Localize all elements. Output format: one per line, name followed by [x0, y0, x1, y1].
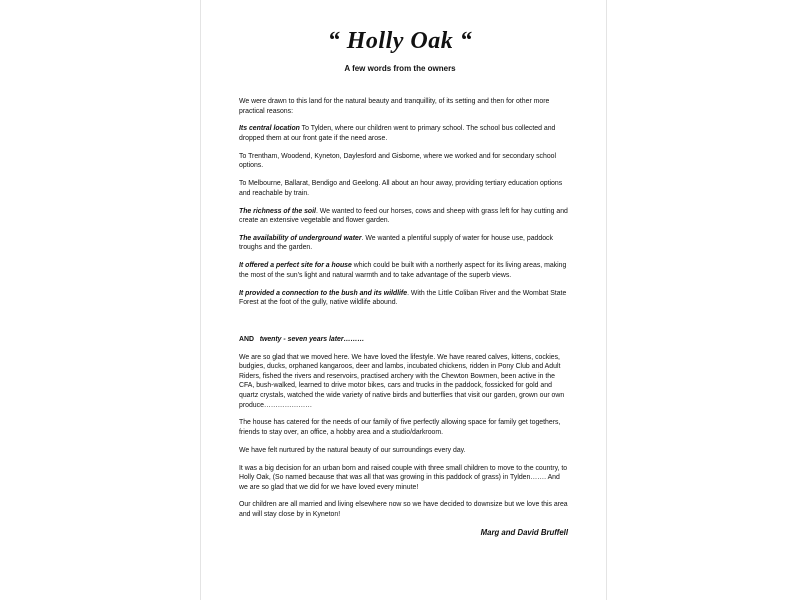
document-subtitle: A few words from the owners [344, 64, 456, 73]
reason-paragraph [239, 124, 569, 143]
reason-paragraph [239, 261, 569, 280]
reason-heading: The richness of the soil [239, 207, 316, 215]
document-title: “ Holly Oak “ [327, 28, 473, 54]
reason-paragraph [239, 207, 569, 226]
reason-paragraph [239, 234, 569, 253]
and-text: twenty - seven years later……… [259, 335, 365, 343]
reason-heading: Its central location [239, 125, 300, 133]
reason-text: . We wanted to feed our horses, cows and sheep with grass left for hay cutting and create an extensive vegetable and flower garden. [239, 207, 568, 225]
document-body [239, 97, 569, 546]
reason-text: To Tylden, where our children went to primary school. The school bus collected and dropped them at our front gate if the need arose. [239, 125, 556, 142]
later-paragraph: It was a big decision for an urban born and raised couple with three small children to move to the country, to Holly Oak, (So named because that was all that was growing in this paddock of grass) in Tylden……. And we are so glad that we did for we have loved every minute! [239, 464, 568, 491]
later-paragraph: The house has catered for the needs of our family of five perfectly allowing space for family get togethers, friends to stay over, an office, a hobby area and a studio/darkroom. [239, 419, 561, 436]
reason-text: which could be built with a northerly aspect for its living areas, making the most of the sun’s light and natural warmth and to take advantage of the superb views. [239, 262, 567, 279]
section-divider-line [239, 335, 569, 345]
intro-paragraph: We were drawn to this land for the natural beauty and tranquillity, of its setting and then for other more practical reasons: [239, 98, 550, 115]
reason-heading: It provided a connection to the bush and its wildlife [239, 289, 408, 297]
reason-paragraph [239, 152, 569, 171]
later-paragraph: Our children are all married and living elsewhere now so we have decided to downsize but we love this area and will stay close by in Kyneton! [239, 501, 568, 519]
reason-heading: It offered a perfect site for a house [239, 262, 352, 270]
reason-heading: The availability of underground water [239, 234, 362, 242]
reason-text: To Trentham, Woodend, Kyneton, Daylesford and Gisborne, where we worked and for secondary school options. [239, 152, 557, 170]
later-paragraph: We are so glad that we moved here. We have loved the lifestyle. We have reared calves, kittens, cockies, budgies, ducks, orphaned kangaroos, deer and lambs, incubated chickens, ridden in Pony Club and Adult Riders, fished the rivers and reservoirs, practised archery with the Chewton Bowmen, been active in the CFA, bush-walked, learned to drive motor bikes, cars and trucks in the paddock, fossicked for gold and quartz crystals, watched the wide variety of native birds and butterflies that visit our garden, grown our own produce………………… [239, 353, 565, 409]
reason-paragraph [239, 179, 569, 198]
reason-text: . With the Little Coliban River and the Wombat State Forest at the foot of the gully, native wildlife abound. [239, 289, 567, 307]
and-label: AND [239, 335, 254, 343]
reason-paragraph [239, 289, 569, 308]
later-paragraph: We have felt nurtured by the natural beauty of our surroundings every day. [239, 446, 466, 454]
reason-text: To Melbourne, Ballarat, Bendigo and Geelong. All about an hour away, providing tertiary education options and reachable by train. [239, 180, 563, 197]
reason-text: . We wanted a plentiful supply of water for house use, paddock troughs and the garden. [239, 234, 553, 252]
signature: Marg and David Bruffell [480, 527, 568, 537]
